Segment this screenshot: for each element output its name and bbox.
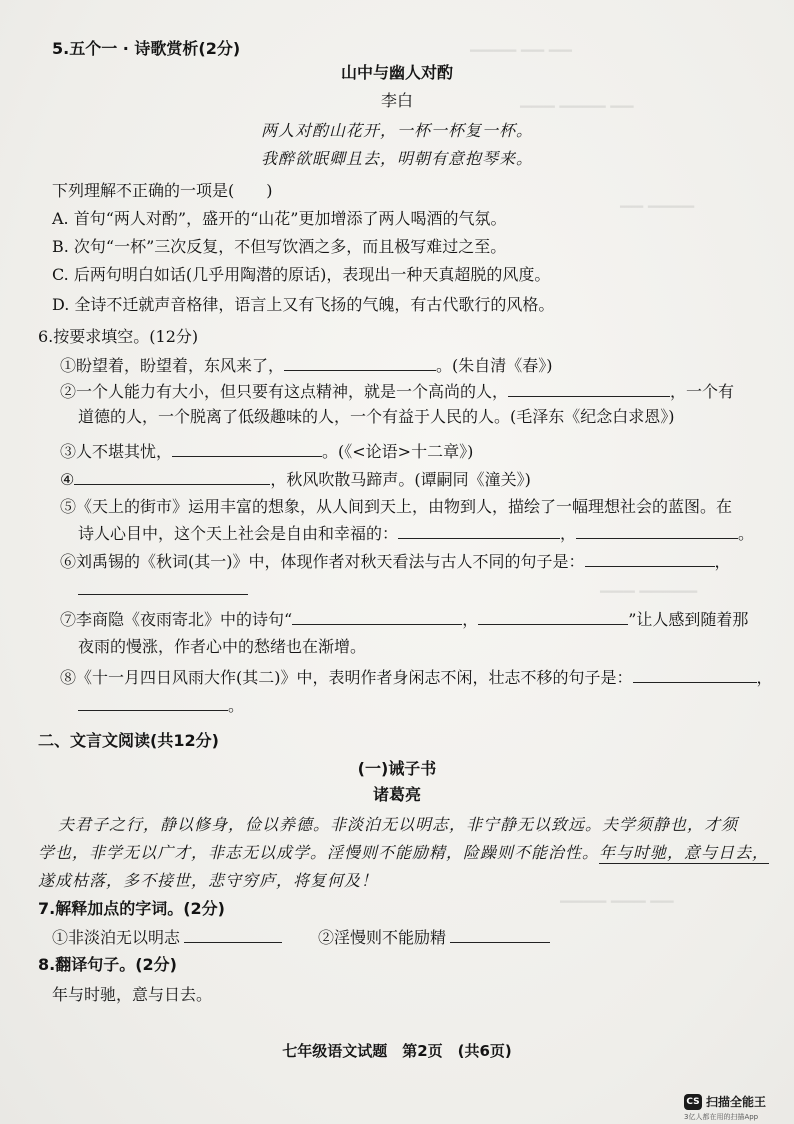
q6-item-7 [60, 608, 754, 631]
q6-item-6-text: ⑥刘禹锡的《秋词(其一)》中，体现作者对秋天看法与古人不同的句子是： [60, 552, 585, 571]
q5-option-a: A. 首句“两人对酌”，盛开的“山花”更加增添了两人喝酒的气氛。 [52, 209, 507, 228]
q6-item-3-text: ③人不堪其忧， [60, 442, 173, 461]
answer-blank[interactable] [78, 694, 228, 711]
q6-item-2 [60, 380, 754, 403]
q6-item-1-source: 。(朱自清《春》) [436, 356, 553, 375]
q6-item-7-line-2: 夜雨的慢涨，作者心中的愁绪也在渐增。 [78, 637, 367, 656]
q5-option-c: C. 后两句明白如话(几乎用陶潜的原话)，表现出一种天真超脱的风度。 [52, 265, 551, 284]
passage-line-1: 夫君子之行，静以修身，俭以养德。非淡泊无以明志，非宁静无以致远。夫学须静也，才须 [58, 815, 739, 834]
q6-item-6 [60, 550, 754, 573]
passage-title: (一)诫子书 [357, 759, 437, 778]
bleed-through-mark: ▁▁▁ ▁▁▁▁ ▁▁ [520, 90, 634, 108]
q6-item-5-comma: ， [560, 524, 577, 543]
q6-item-5-line-2 [78, 522, 754, 545]
q7-heading: 7.解释加点的字词。(2分) [38, 899, 225, 918]
q6-item-2-line-2: 道德的人，一个脱离了低级趣味的人，一个有益于人民的人。(毛泽东《纪念白求恩》) [78, 407, 675, 426]
camscanner-logo-icon: CS [684, 1094, 702, 1110]
section-2-heading: 二、文言文阅读(共12分) [38, 731, 219, 750]
q6-item-5-end: 。 [738, 524, 755, 543]
passage-line-2-text: 学也，非学无以广才，非志无以成学。淫慢则不能励精，险躁则不能治性。 [38, 843, 600, 862]
q7-items [52, 926, 754, 949]
answer-blank[interactable] [172, 440, 322, 457]
poem-line-1: 两人对酌山花开，一杯一杯复一杯。 [260, 121, 533, 140]
answer-blank[interactable] [585, 550, 715, 567]
answer-blank[interactable] [284, 354, 436, 371]
q6-item-4-source: ，秋风吹散马蹄声。(谭嗣同《潼关》) [270, 470, 531, 489]
q6-item-3-source: 。(《<论语>十二章》) [322, 442, 474, 461]
q6-item-3 [60, 440, 754, 463]
poem-author: 李白 [380, 91, 413, 110]
q6-item-6-line-2 [78, 578, 754, 601]
answer-blank[interactable] [78, 578, 248, 595]
passage-line-2 [38, 842, 770, 864]
answer-blank[interactable] [184, 926, 282, 943]
q5-heading: 5.五个一 · 诗歌赏析(2分) [52, 39, 241, 58]
q7-item-1: ①非淡泊无以明志 [52, 928, 181, 947]
q7-item-2: ②淫慢则不能励精 [318, 928, 447, 947]
q5-stem: 下列理解不正确的一项是( ) [52, 181, 273, 200]
bleed-through-mark: ▁▁ ▁▁▁▁ [620, 190, 694, 208]
q6-item-2-text: ②一个人能力有大小，但只要有这点精神，就是一个高尚的人， [60, 382, 509, 401]
passage-author: 诸葛亮 [372, 785, 421, 804]
q6-item-2-text-cont: ，一个有 [670, 382, 735, 401]
answer-blank[interactable] [478, 608, 628, 625]
q6-item-5: ⑤《天上的街市》运用丰富的想象，从人间到天上，由物到人，描绘了一幅理想社会的蓝图。在 [60, 497, 733, 516]
q6-item-1-text: ①盼望着，盼望着，东风来了， [60, 356, 285, 375]
q6-item-8-comma: ， [756, 668, 773, 687]
passage-line-3: 遂成枯落，多不接世，悲守穷庐，将复何及！ [38, 871, 379, 890]
q6-item-6-comma: ， [714, 552, 731, 571]
answer-blank[interactable] [292, 608, 462, 625]
q6-item-4 [60, 468, 754, 491]
q8-heading: 8.翻译句子。(2分) [38, 955, 177, 974]
q6-item-7-comma: ， [462, 610, 479, 629]
scanner-tagline: 3亿人都在用的扫描App [684, 1113, 759, 1121]
q8-sentence: 年与时驰，意与日去。 [52, 985, 213, 1004]
answer-blank[interactable] [398, 522, 560, 539]
q6-item-8-line-2 [78, 694, 754, 717]
q6-item-7-text: ⑦李商隐《夜雨寄北》中的诗句“ [60, 610, 293, 629]
q6-item-8-end: 。 [228, 696, 245, 715]
poem-line-2: 我醉欲眠卿且去，明朝有意抱琴来。 [260, 149, 533, 168]
answer-blank[interactable] [450, 926, 550, 943]
poem-title: 山中与幽人对酌 [340, 63, 453, 82]
answer-blank[interactable] [633, 666, 757, 683]
answer-blank[interactable] [74, 468, 270, 485]
q6-item-5-text: 诗人心目中，这个天上社会是自由和幸福的： [78, 524, 399, 543]
bleed-through-mark: ▁▁▁▁ ▁▁▁ ▁▁ [560, 885, 674, 903]
answer-blank[interactable] [508, 380, 670, 397]
answer-blank[interactable] [576, 522, 738, 539]
q6-item-1 [60, 354, 754, 377]
scanner-app-name: 扫描全能王 [706, 1095, 767, 1109]
q6-item-8 [60, 666, 773, 689]
passage-underlined-sentence: 年与时驰，意与日去， [599, 843, 770, 862]
q6-item-7-text-cont: ”让人感到随着那 [628, 610, 749, 629]
bleed-through-mark: ▁▁▁ ▁▁▁▁▁ [600, 575, 698, 593]
q6-item-4-text: ④ [60, 470, 75, 489]
q6-heading: 6.按要求填空。(12分) [38, 327, 199, 346]
q5-option-b: B. 次句“一杯”三次反复，不但写饮酒之多，而且极写难过之至。 [52, 237, 507, 256]
page-footer: 七年级语文试题 第2页 (共6页) [282, 1042, 512, 1060]
q6-item-8-text: ⑧《十一月四日风雨大作(其二)》中，表明作者身闲志不闲，壮志不移的句子是： [60, 668, 633, 687]
q5-option-d: D. 全诗不迁就声音格律，语言上又有飞扬的气魄，有古代歌行的风格。 [52, 295, 555, 314]
bleed-through-mark: ▁▁▁▁ ▁▁ ▁▁ [470, 34, 572, 52]
